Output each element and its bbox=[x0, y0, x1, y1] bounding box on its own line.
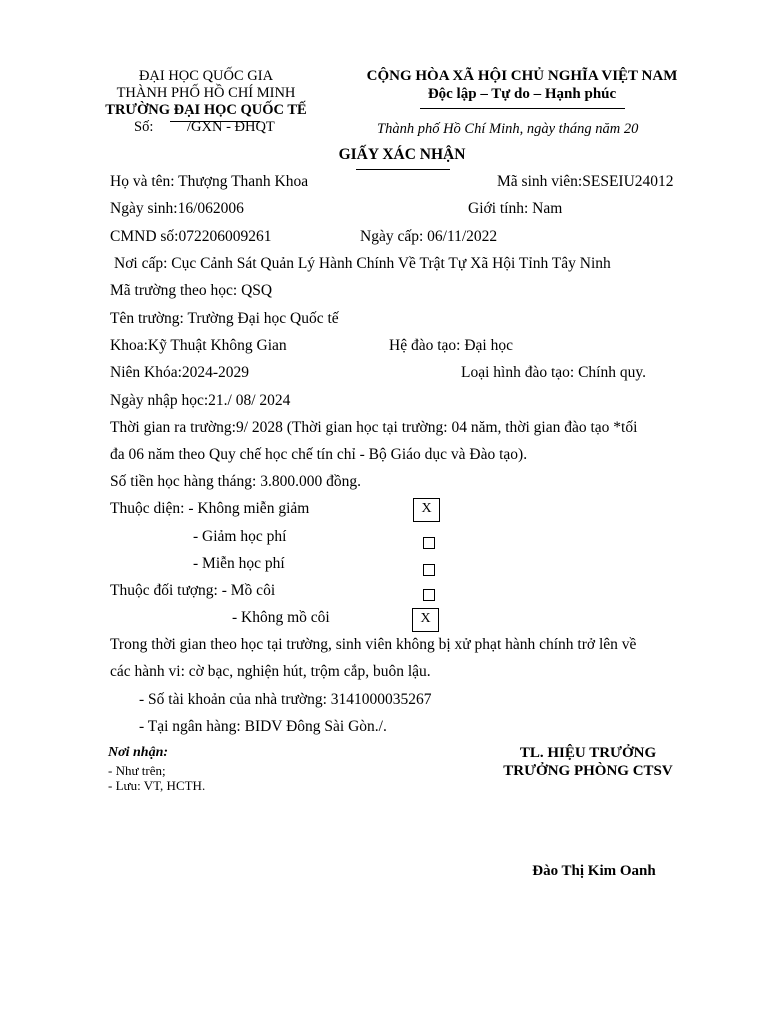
document-title: GIẤY XÁC NHẬN bbox=[338, 146, 466, 163]
education-level: Hệ đào tạo: Đại học bbox=[389, 337, 513, 354]
school-code: Mã trường theo học: QSQ bbox=[110, 282, 273, 299]
city-name: THÀNH PHỐ HỒ CHÍ MINH bbox=[116, 85, 296, 101]
faculty: Khoa:Kỹ Thuật Không Gian bbox=[110, 337, 287, 354]
tuition-reduction-checkbox[interactable] bbox=[423, 537, 435, 549]
signer-name: Đào Thị Kim Oanh bbox=[532, 863, 656, 879]
graduation-time-line1: Thời gian ra trường:9/ 2028 (Thời gian học tại trường: 04 năm, thời gian đào tạo *tối bbox=[110, 419, 638, 436]
school-name: Tên trường: Trường Đại học Quốc tế bbox=[110, 310, 339, 327]
id-card-number: CMND số:072206009261 bbox=[110, 228, 272, 245]
orphan-label: Thuộc đối tượng: - Mồ côi bbox=[110, 582, 276, 599]
motto: Độc lập – Tự do – Hạnh phúc bbox=[427, 86, 617, 102]
motto-underline bbox=[420, 108, 625, 109]
id-card-issue-place: Nơi cấp: Cục Cảnh Sát Quản Lý Hành Chính Về Trật Tự Xã Hội Tỉnh Tây Ninh bbox=[114, 255, 611, 272]
recipient-item-2: - Lưu: VT, HCTH. bbox=[108, 778, 206, 793]
title-underline bbox=[356, 169, 450, 170]
issue-date-line: Thành phố Hồ Chí Minh, ngày tháng năm 20 bbox=[377, 121, 639, 137]
cohort: Niên Khóa:2024-2029 bbox=[110, 364, 250, 381]
conduct-statement-line1: Trong thời gian theo học tại trường, sinh viên không bị xử phạt hành chính trở lên về bbox=[110, 636, 637, 653]
country-name: CỘNG HÒA XÃ HỘI CHỦ NGHĨA VIỆT NAM bbox=[366, 68, 678, 84]
school-name-header: TRƯỜNG ĐẠI HỌC QUỐC TẾ bbox=[105, 102, 307, 118]
signature-title-2: TRƯỞNG PHÒNG CTSV bbox=[503, 763, 673, 779]
university-name: ĐẠI HỌC QUỐC GIA bbox=[138, 68, 274, 84]
no-exemption-checkbox[interactable]: X bbox=[413, 498, 440, 522]
graduation-time-line2: đa 06 năm theo Quy chế học chế tín chỉ - Bộ Giáo dục và Đào tạo). bbox=[110, 446, 528, 463]
recipient-item-1: - Như trên; bbox=[108, 763, 166, 778]
exemption-label: Thuộc diện: - Không miễn giảm bbox=[110, 500, 310, 517]
date-of-birth: Ngày sinh:16/062006 bbox=[110, 200, 244, 217]
recipients-label: Nơi nhận: bbox=[108, 745, 169, 760]
bank-name: - Tại ngân hàng: BIDV Đông Sài Gòn./. bbox=[139, 718, 387, 735]
orphan-checkbox[interactable] bbox=[423, 589, 435, 601]
student-id: Mã sinh viên:SESEIU24012 bbox=[497, 173, 674, 190]
student-name: Họ và tên: Thượng Thanh Khoa bbox=[110, 173, 309, 190]
training-type: Loại hình đào tạo: Chính quy. bbox=[461, 364, 646, 381]
signature-title-1: TL. HIỆU TRƯỞNG bbox=[519, 745, 657, 761]
non-orphan-option: - Không mồ côi bbox=[232, 609, 330, 626]
tuition-exemption-option: - Miễn học phí bbox=[193, 555, 285, 572]
id-card-issue-date: Ngày cấp: 06/11/2022 bbox=[360, 228, 498, 245]
document-number-code: /GXN - ĐHQT bbox=[187, 119, 275, 135]
monthly-tuition: Số tiền học hàng tháng: 3.800.000 đồng. bbox=[110, 473, 361, 490]
document-number-label: Số: bbox=[134, 119, 154, 135]
conduct-statement-line2: các hành vi: cờ bạc, nghiện hút, trộm cắp, buôn lậu. bbox=[110, 663, 431, 680]
tuition-reduction-option: - Giảm học phí bbox=[193, 528, 287, 545]
gender: Giới tính: Nam bbox=[468, 200, 563, 217]
enrollment-date: Ngày nhập học:21./ 08/ 2024 bbox=[110, 392, 291, 409]
bank-account: - Số tài khoản của nhà trường: 3141000035267 bbox=[139, 691, 432, 708]
tuition-exemption-checkbox[interactable] bbox=[423, 564, 435, 576]
non-orphan-checkbox[interactable]: X bbox=[412, 608, 439, 632]
